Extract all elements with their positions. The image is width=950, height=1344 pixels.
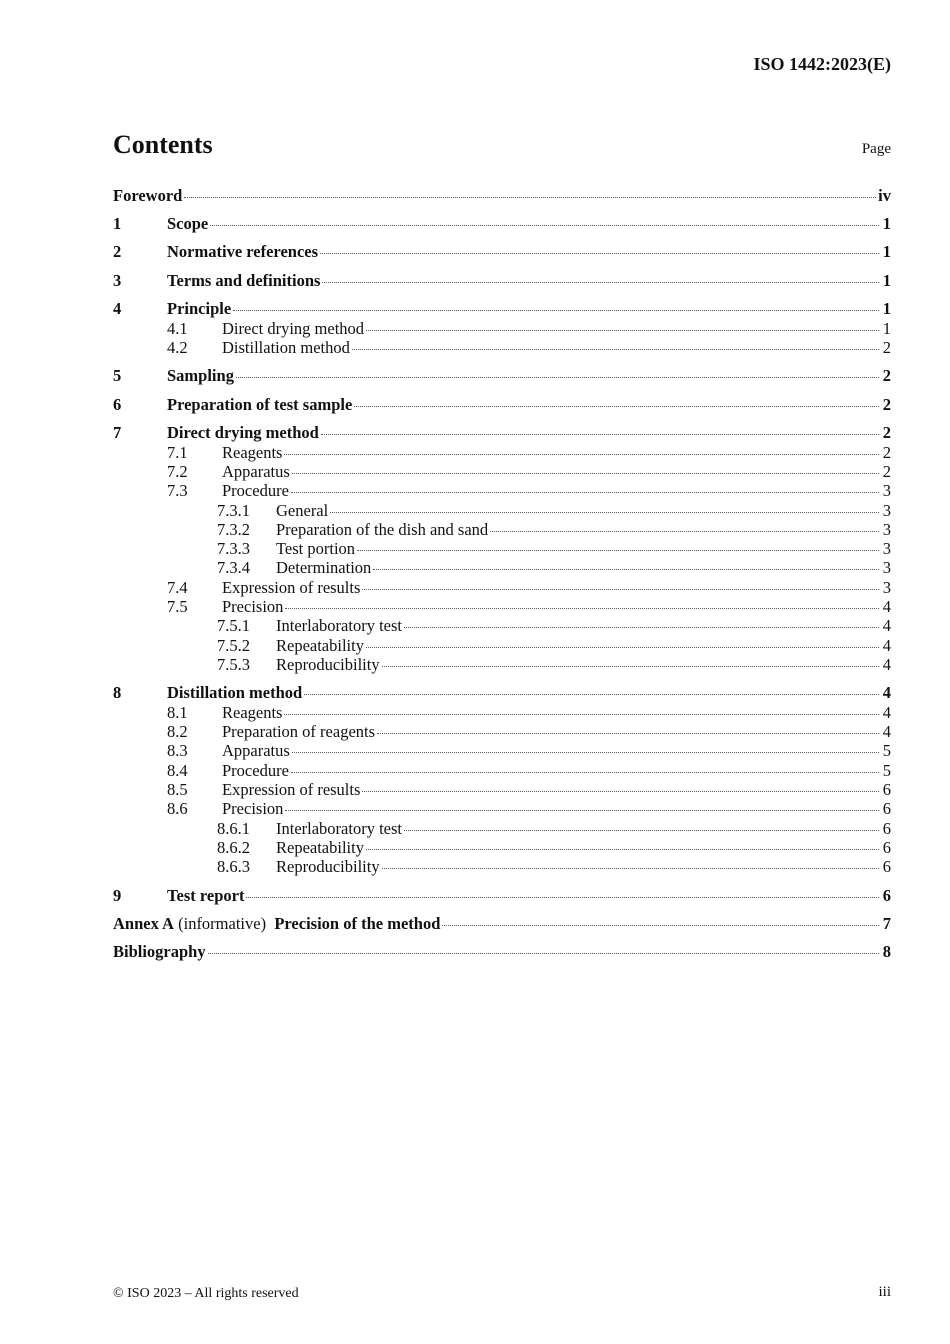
toc-entry[interactable] <box>113 366 891 386</box>
toc-entry[interactable] <box>113 683 891 703</box>
toc-entry-label[interactable]: Sampling <box>167 366 234 385</box>
toc-entry-label[interactable]: Distillation method <box>222 338 350 357</box>
toc-entry-label[interactable]: Principle <box>167 299 232 318</box>
toc-entry-number: 8.2 <box>167 722 188 741</box>
toc-entry-label[interactable]: Terms and definitions <box>167 271 321 290</box>
toc-entry-label[interactable]: Direct drying method <box>167 423 319 442</box>
dot-leader <box>366 647 879 648</box>
toc-entry-label[interactable]: General <box>276 501 329 520</box>
dot-leader <box>284 714 879 715</box>
toc-entry[interactable] <box>113 703 891 723</box>
toc-entry-page[interactable]: 3 <box>882 520 891 539</box>
toc-entry[interactable] <box>113 616 891 636</box>
annex-title: Precision of the method <box>274 914 441 933</box>
toc-entry[interactable] <box>113 741 891 761</box>
dot-leader <box>373 569 879 570</box>
dot-leader <box>184 197 876 198</box>
toc-entry-label[interactable]: Preparation of the dish and sand <box>276 520 489 539</box>
page-column-label: Page <box>861 141 891 157</box>
toc-entry-label[interactable]: Repeatability <box>276 838 364 857</box>
toc-entry-number: 7.5.3 <box>217 655 250 674</box>
dot-leader <box>285 608 879 609</box>
toc-entry-page[interactable]: 5 <box>882 761 891 780</box>
dot-leader <box>233 310 879 311</box>
dot-leader <box>322 282 879 283</box>
toc-entry[interactable] <box>113 597 891 617</box>
toc-entry[interactable] <box>113 462 891 482</box>
toc-entry-number: 8.1 <box>167 703 188 722</box>
dot-leader <box>442 925 879 926</box>
toc-entry-page[interactable]: 4 <box>882 683 891 702</box>
toc-entry-label[interactable]: Procedure <box>222 481 289 500</box>
copyright-footer: © ISO 2023 – All rights reserved <box>113 1286 299 1301</box>
toc-entry-page[interactable]: 4 <box>882 616 891 635</box>
toc-entry-page[interactable]: 1 <box>882 214 891 233</box>
toc-entry[interactable] <box>113 761 891 781</box>
toc-entry[interactable] <box>113 886 891 906</box>
toc-entry-number: 4.2 <box>167 338 188 357</box>
toc-entry-number: 8.6.3 <box>217 857 250 876</box>
toc-entry-number: 4.1 <box>167 319 188 338</box>
toc-entry-page[interactable]: 6 <box>882 886 891 905</box>
toc-entry-number: 9 <box>113 886 122 905</box>
toc-entry-page[interactable]: 2 <box>882 423 891 442</box>
dot-leader <box>357 550 879 551</box>
toc-entry-label[interactable]: Expression of results <box>222 780 361 799</box>
toc-entry-number: 8.6.1 <box>217 819 250 838</box>
toc-entry-label[interactable]: Preparation of test sample <box>167 395 353 414</box>
toc-entry[interactable] <box>113 501 891 521</box>
toc-entry[interactable] <box>113 539 891 559</box>
toc-entry[interactable] <box>113 780 891 800</box>
dot-leader <box>292 473 879 474</box>
toc-entry-number: 7.3.4 <box>217 558 250 577</box>
dot-leader <box>404 627 879 628</box>
dot-leader <box>284 454 879 455</box>
annex-label: Annex A <box>113 914 174 933</box>
toc-entry-number: 7.1 <box>167 443 188 462</box>
toc-entry-number: 7.5 <box>167 597 188 616</box>
toc-entry-page[interactable]: 4 <box>882 722 891 741</box>
toc-entry[interactable] <box>113 558 891 578</box>
toc-entry-label[interactable]: Test report <box>167 886 245 905</box>
dot-leader <box>291 772 879 773</box>
toc-entry-page[interactable]: 6 <box>882 780 891 799</box>
toc-entry-page[interactable]: 3 <box>882 539 891 558</box>
toc-entry-number: 7.2 <box>167 462 188 481</box>
toc-entry-label[interactable]: Bibliography <box>113 942 206 961</box>
toc-entry-label[interactable]: Reagents <box>222 703 283 722</box>
toc-entry-page[interactable]: 3 <box>882 501 891 520</box>
annex-type: (informative) <box>173 914 275 933</box>
page-number: iii <box>878 1284 891 1300</box>
toc-entry-page[interactable]: 4 <box>882 636 891 655</box>
toc-entry-label[interactable]: Precision <box>222 799 284 818</box>
toc-entry-number: 3 <box>113 271 122 290</box>
dot-leader <box>490 531 879 532</box>
toc-entry-number: 2 <box>113 242 122 261</box>
dot-leader <box>208 953 879 954</box>
toc-entry-page[interactable]: 1 <box>882 242 891 261</box>
toc-entry-label[interactable]: Foreword <box>113 186 183 205</box>
dot-leader <box>404 830 879 831</box>
toc-entry-page[interactable]: 3 <box>882 481 891 500</box>
dot-leader <box>366 849 879 850</box>
toc-entry-label[interactable]: Distillation method <box>167 683 303 702</box>
dot-leader <box>304 694 879 695</box>
dot-leader <box>377 733 879 734</box>
toc-entry[interactable] <box>113 423 891 443</box>
toc-entry-number: 7.4 <box>167 578 188 597</box>
toc-entry-page[interactable]: 1 <box>882 299 891 318</box>
toc-entry[interactable] <box>113 299 891 319</box>
toc-entry-label[interactable]: Direct drying method <box>222 319 365 338</box>
toc-entry-label[interactable]: Scope <box>167 214 209 233</box>
toc-entry-number: 7.3.1 <box>217 501 250 520</box>
toc-entry[interactable] <box>113 338 891 358</box>
toc-entry-page[interactable]: 1 <box>882 319 891 338</box>
toc-entry-number: 4 <box>113 299 122 318</box>
toc-entry-page[interactable]: 3 <box>882 578 891 597</box>
dot-leader <box>362 589 879 590</box>
toc-entry-number: 1 <box>113 214 122 233</box>
dot-leader <box>320 253 879 254</box>
toc-entry[interactable] <box>113 857 891 877</box>
toc-entry[interactable] <box>113 914 891 934</box>
page-title: Contents <box>113 130 213 159</box>
toc-entry[interactable] <box>113 481 891 501</box>
dot-leader <box>354 406 879 407</box>
toc-entry-number: 8.5 <box>167 780 188 799</box>
toc-entry-page[interactable]: 2 <box>882 443 891 462</box>
toc-entry-label[interactable]: Determination <box>276 558 372 577</box>
toc-entry-page[interactable]: 8 <box>882 942 891 961</box>
toc-entry-page[interactable]: 4 <box>882 703 891 722</box>
toc-entry-number: 6 <box>113 395 122 414</box>
dot-leader <box>246 897 879 898</box>
toc-entry-label[interactable]: Normative references <box>167 242 319 261</box>
dot-leader <box>291 492 879 493</box>
toc-entry-page[interactable]: 2 <box>882 462 891 481</box>
toc-entry[interactable] <box>113 271 891 291</box>
toc-entry[interactable] <box>113 186 891 206</box>
toc-entry-number: 7 <box>113 423 122 442</box>
toc-entry[interactable] <box>113 443 891 463</box>
dot-leader <box>382 666 879 667</box>
toc-entry-label[interactable]: Apparatus <box>222 741 290 760</box>
toc-entry-page[interactable]: 6 <box>882 857 891 876</box>
toc-entry-label[interactable]: Procedure <box>222 761 289 780</box>
dot-leader <box>292 752 879 753</box>
toc-entry-number: 5 <box>113 366 122 385</box>
toc-entry-page[interactable]: 2 <box>882 366 891 385</box>
toc-entry-number: 8 <box>113 683 122 702</box>
toc-entry-page[interactable]: 3 <box>882 558 891 577</box>
toc-entry[interactable] <box>113 578 891 598</box>
toc-entry-number: 8.6 <box>167 799 188 818</box>
toc-entry-label[interactable]: Apparatus <box>222 462 290 481</box>
toc-entry-page[interactable]: 1 <box>882 271 891 290</box>
toc-entry-label[interactable]: Reproducibility <box>276 655 380 674</box>
toc-entry-page[interactable]: 2 <box>882 338 891 357</box>
toc-entry-number: 8.4 <box>167 761 188 780</box>
toc-entry[interactable] <box>113 395 891 415</box>
dot-leader <box>330 512 879 513</box>
dot-leader <box>362 791 879 792</box>
toc-entry-page[interactable]: 4 <box>882 655 891 674</box>
toc-entry[interactable] <box>113 214 891 234</box>
toc-entry-number: 8.3 <box>167 741 188 760</box>
toc-entry-label[interactable]: Interlaboratory test <box>276 819 402 838</box>
toc-entry-label[interactable]: Preparation of reagents <box>222 722 376 741</box>
toc-entry[interactable] <box>113 655 891 675</box>
toc-entry-label[interactable]: Repeatability <box>276 636 364 655</box>
dot-leader <box>210 225 879 226</box>
dot-leader <box>285 810 879 811</box>
toc-entry[interactable] <box>113 636 891 656</box>
toc-entry-number: 7.3 <box>167 481 188 500</box>
toc-entry-label[interactable] <box>113 914 440 934</box>
dot-leader <box>321 434 879 435</box>
toc-entry-page[interactable]: 6 <box>882 819 891 838</box>
toc-entry-label[interactable]: Interlaboratory test <box>276 616 402 635</box>
toc-entry-label[interactable]: Precision <box>222 597 284 616</box>
toc-entry-page[interactable]: 4 <box>882 597 891 616</box>
toc-entry[interactable] <box>113 819 891 839</box>
toc-entry-number: 7.3.2 <box>217 520 250 539</box>
dot-leader <box>352 349 879 350</box>
toc-entry-page[interactable]: 6 <box>882 838 891 857</box>
toc-entry[interactable] <box>113 942 891 962</box>
dot-leader <box>236 377 879 378</box>
toc-entry-label[interactable]: Reagents <box>222 443 283 462</box>
toc-entry-number: 7.5.2 <box>217 636 250 655</box>
dot-leader <box>366 330 879 331</box>
toc-entry-number: 7.3.3 <box>217 539 250 558</box>
toc-entry-page[interactable]: 7 <box>882 914 891 933</box>
toc-entry-label[interactable]: Expression of results <box>222 578 361 597</box>
document-id: ISO 1442:2023(E) <box>753 54 891 74</box>
toc-entry[interactable] <box>113 838 891 858</box>
toc-entry-label[interactable]: Test portion <box>276 539 356 558</box>
toc-entry[interactable] <box>113 722 891 742</box>
toc-entry[interactable] <box>113 242 891 262</box>
toc-entry-page[interactable]: iv <box>878 186 891 205</box>
toc-entry-page[interactable]: 6 <box>882 799 891 818</box>
toc-entry[interactable] <box>113 319 891 339</box>
toc-entry-label[interactable]: Reproducibility <box>276 857 380 876</box>
toc-entry-page[interactable]: 5 <box>882 741 891 760</box>
toc-entry[interactable] <box>113 799 891 819</box>
dot-leader <box>382 868 879 869</box>
toc-entry-number: 8.6.2 <box>217 838 250 857</box>
toc-entry-page[interactable]: 2 <box>882 395 891 414</box>
toc-entry-number: 7.5.1 <box>217 616 250 635</box>
toc-entry[interactable] <box>113 520 891 540</box>
